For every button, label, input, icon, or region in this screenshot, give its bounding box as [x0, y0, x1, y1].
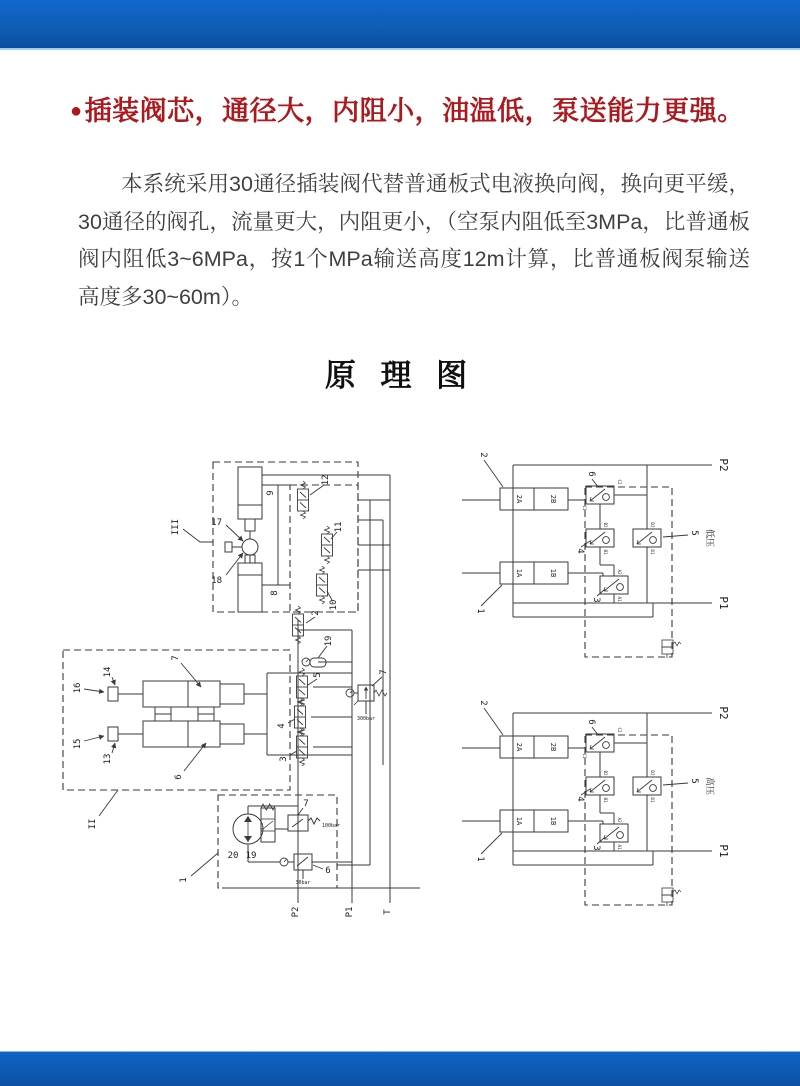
cell-2a: 2A: [515, 742, 523, 752]
label-16: 16: [73, 682, 83, 694]
cartridge-valve-6: [586, 734, 614, 752]
port-d1: D1: [650, 797, 655, 803]
headline: [70, 94, 760, 128]
label-15: 15: [73, 738, 83, 750]
port-p2: P2: [717, 458, 730, 472]
hydraulic-schematic: [0, 425, 800, 960]
port-d2: D2: [650, 770, 655, 776]
port-a1: A1: [617, 844, 622, 850]
cartridge-valve-3: [600, 824, 628, 842]
pressure-note: 高压: [705, 776, 715, 796]
intro-paragraph: 本系统采用30通径插装阀代替普通板式电液换向阀，换向更平缓，30通径的阀孔，流量更大，内阻更小，（空泵内阻低至3MPa，比普通板阀内阻低3~6MPa，按1个MPa输送高度12m计算，比普通板阀泵输送高度多30~60m）。: [78, 172, 750, 309]
port-b1: B1: [603, 549, 608, 555]
label-19-filter: 19: [245, 851, 257, 861]
cell-1b: 1B: [549, 816, 557, 826]
label-19-accumulator: 19: [324, 635, 334, 647]
label-cylinder-box: II: [88, 818, 98, 830]
label-v5: 5: [689, 530, 699, 536]
label-swing-box: III: [171, 518, 181, 536]
label-7-relief: 7: [379, 669, 389, 675]
label-17: 17: [211, 518, 222, 528]
label-20: 20: [227, 851, 239, 861]
leader-2: 2: [478, 700, 488, 706]
right-block-low-lines: [462, 465, 712, 657]
rail-label-p2: P2: [291, 906, 301, 918]
leader-1: 1: [475, 856, 485, 862]
bullet-icon: ●: [70, 100, 83, 122]
footer-bar: [0, 1051, 800, 1086]
right-block-high-lines: [462, 713, 712, 905]
label-3: 3: [279, 756, 289, 762]
label-7-pump-valve: 7: [303, 799, 309, 809]
label-pump-box: 1: [179, 877, 189, 883]
port-d1: D1: [650, 549, 655, 555]
valve-10-symbol: [317, 566, 328, 604]
label-v5: 5: [689, 778, 699, 784]
cell-1a: 1A: [515, 816, 523, 826]
relief-pressure-text: 300bar: [356, 716, 376, 722]
label-18: 18: [211, 576, 222, 586]
label-10: 10: [329, 599, 339, 611]
cell-1b: 1B: [549, 568, 557, 578]
port-c1: C1: [582, 753, 587, 759]
leader-2: 2: [478, 452, 488, 458]
label-v3: 3: [591, 597, 601, 603]
cartridge-valve-4: [586, 777, 614, 795]
right-block-high-pressure: [462, 700, 730, 906]
label-2: 2: [311, 610, 321, 616]
port-p2: P2: [717, 706, 730, 720]
right-block-low-pressure: [462, 452, 730, 658]
port-d2: D2: [650, 522, 655, 528]
label-4: 4: [277, 723, 287, 729]
label-11: 11: [334, 521, 344, 533]
cell-2b: 2B: [549, 494, 557, 504]
port-b1: B1: [603, 797, 608, 803]
diagram-title: 原 理 图: [324, 358, 476, 393]
label-14: 14: [103, 666, 113, 678]
accumulator-end: [302, 658, 310, 666]
port-a2: A2: [617, 817, 622, 823]
pump-symbol: [233, 814, 263, 844]
label-v3: 3: [591, 845, 601, 851]
pressure-note: 低压: [705, 528, 715, 548]
pump-unit-box: [179, 795, 352, 888]
cartridge-valve-5: [633, 777, 661, 795]
label-8: 8: [270, 590, 280, 596]
port-a1: A1: [617, 596, 622, 602]
valve6-pressure-text: 30bar: [295, 880, 311, 886]
label-5: 5: [313, 672, 323, 678]
main-cylinder-box: [63, 650, 290, 829]
port-c2: C2: [617, 727, 622, 733]
cell-1a: 1A: [515, 568, 523, 578]
headline-text: 插装阀芯，通径大，内阻小，油温低，泵送能力更强。: [84, 96, 745, 126]
port-b2: B2: [603, 770, 608, 776]
label-v4: 4: [575, 548, 585, 554]
port-c2: C2: [617, 479, 622, 485]
pump-gauge-symbol: [280, 858, 288, 866]
valve-11-symbol: [322, 526, 333, 564]
label-13: 13: [103, 753, 113, 765]
label-7-cylinder: 7: [171, 655, 181, 661]
leader-1: 1: [475, 608, 485, 614]
cartridge-valve-3: [600, 576, 628, 594]
label-6-cylinder: 6: [174, 774, 184, 780]
filter-symbol: [261, 804, 275, 842]
port-p1: P1: [717, 596, 730, 610]
port-b2: B2: [603, 522, 608, 528]
port-c1: C1: [582, 505, 587, 511]
header-bar: [0, 0, 800, 50]
cartridge-valve-5: [633, 529, 661, 547]
rail-label-p1: P1: [345, 906, 355, 918]
label-9: 9: [266, 490, 276, 496]
cartridge-valve-4: [586, 529, 614, 547]
label-v4: 4: [575, 796, 585, 802]
left-system-diagram: [63, 462, 420, 917]
label-6-pump-valve: 6: [325, 866, 331, 876]
cell-2b: 2B: [549, 742, 557, 752]
cartridge-valve-6: [586, 486, 614, 504]
cell-2a: 2A: [515, 494, 523, 504]
label-v6: 6: [586, 471, 596, 477]
valve7-pressure-text: 100bar: [322, 823, 341, 829]
gauge-symbol: [346, 689, 354, 697]
swing-valve-box: [290, 475, 358, 612]
port-p1: P1: [717, 844, 730, 858]
valve-12-symbol: [298, 481, 309, 519]
rail-label-t: T: [383, 909, 393, 915]
label-12: 12: [321, 474, 331, 486]
port-a2: A2: [617, 569, 622, 575]
label-v6: 6: [586, 719, 596, 725]
